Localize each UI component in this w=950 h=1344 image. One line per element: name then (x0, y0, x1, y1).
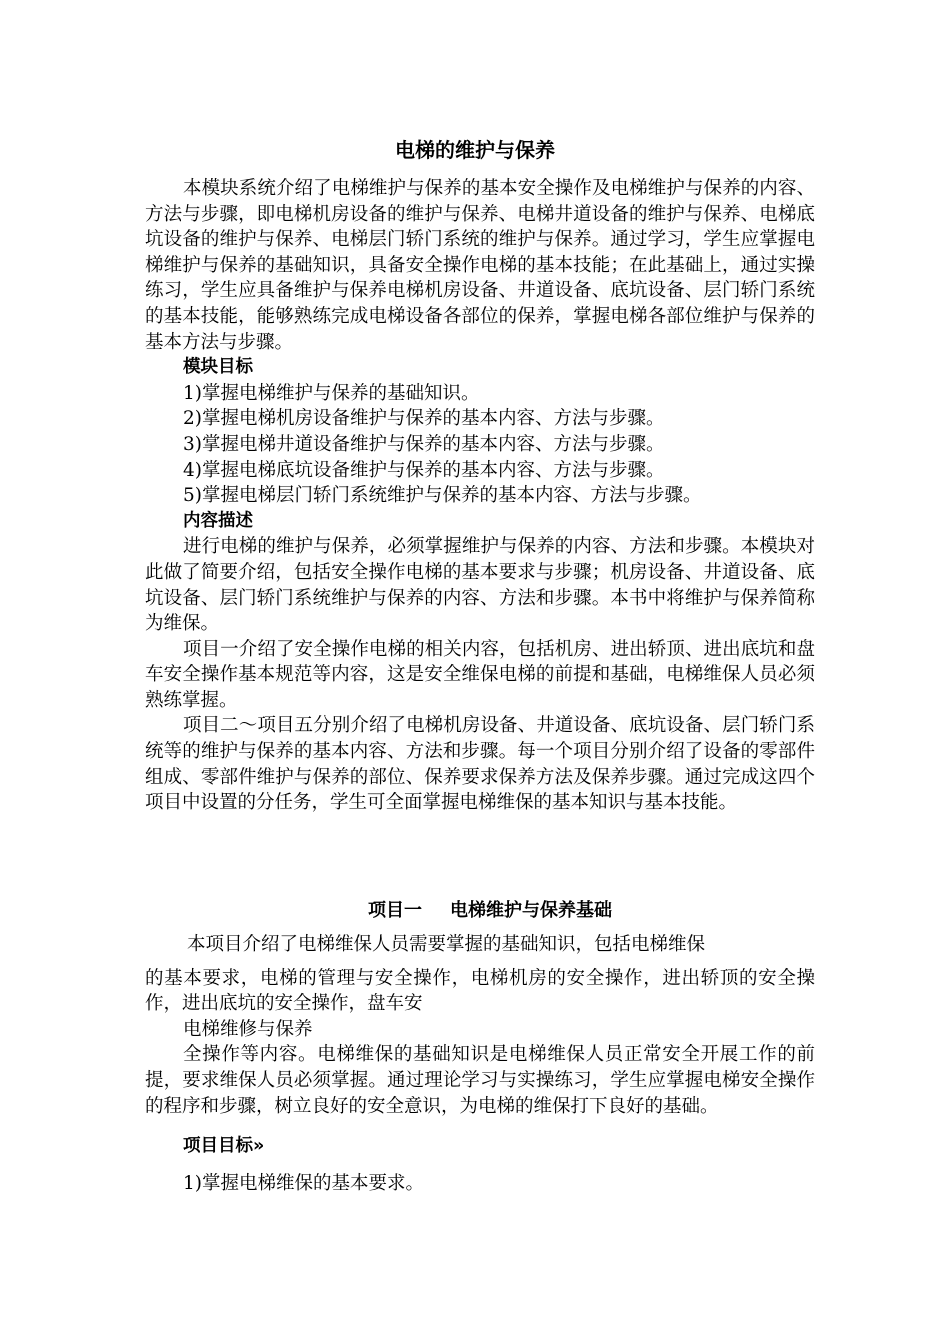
module-goal-item: 5)掌握电梯层门轿门系统维护与保养的基本内容、方法与步骤。 (183, 485, 702, 507)
content-desc-paragraph: 项目一介绍了安全操作电梯的相关内容，包括机房、进出轿顶、进出底坑和盘车安全操作基本规范等内容，这是安全维保电梯的前提和基础，电梯维保人员必须熟练掌握。 (145, 638, 815, 711)
module-goal-item: 4)掌握电梯底坑设备维护与保养的基本内容、方法与步骤。 (183, 459, 665, 481)
module-section (145, 176, 815, 816)
module-goals-heading: 模块目标 (183, 357, 253, 378)
project1-title (0, 898, 950, 924)
document-title: 电梯的维护与保养 (395, 138, 555, 162)
project1-para-cont: 全操作等内容。电梯维保的基础知识是电梯维保人员正常安全开展工作的前提，要求维保人员必须掌握。通过理论学习与实操练习，学生应掌握电梯安全操作的程序和步骤，树立良好的安全意识，为电梯的维保打下良好的基础。 (145, 1044, 815, 1117)
project-goal-item: 1)掌握电梯维保的基本要求。 (183, 1173, 424, 1195)
module-goal-item: 1)掌握电梯维护与保养的基础知识。 (183, 382, 480, 404)
project1-section (145, 932, 815, 1201)
running-head: 电梯维修与保养 (183, 1018, 313, 1040)
project1-para-rest: 的基本要求，电梯的管理与安全操作，电梯机房的安全操作，进出轿顶的安全操作，进出底坑的安全操作，盘车安 (145, 967, 815, 1015)
content-desc-paragraph: 项目二～项目五分别介绍了电梯机房设备、井道设备、底坑设备、层门轿门系统等的维护与保养的基本内容、方法和步骤。每一个项目分别介绍了设备的零部件组成、零部件维护与保养的部位、保养要求保养方法及保养步骤。通过完成这四个项目中设置的分任务，学生可全面掌握电梯维保的基本知识与基本技能。 (145, 715, 815, 814)
project1-title-text: 电梯维护与保养基础 (450, 900, 612, 921)
content-desc-heading: 内容描述 (183, 510, 253, 531)
intro-paragraph: 本模块系统介绍了电梯维护与保养的基本安全操作及电梯维护与保养的内容、方法与步骤，即电梯机房设备的维护与保养、电梯井道设备的维护与保养、电梯底坑设备的维护与保养、电梯层门轿门系统的维护与保养。通过学习，学生应掌握电梯维护与保养的基础知识，具备安全操作电梯的基本技能；在此基础上，通过实操练习，学生应具备维护与保养电梯机房设备、井道设备、底坑设备、层门轿门系统的基本技能，能够熟练完成电梯设备各部位的保养，掌握电梯各部位维护与保养的基本方法与步骤。 (145, 178, 815, 353)
module-goal-item: 3)掌握电梯井道设备维护与保养的基本内容、方法与步骤。 (183, 433, 665, 455)
project1-para-first-line: 本项目介绍了电梯维保人员需要掌握的基础知识，包括电梯维保 (187, 934, 706, 955)
project1-label: 项目一 (368, 900, 422, 921)
project-goals-heading: 项目目标» (183, 1136, 265, 1157)
content-desc-paragraph: 进行电梯的维护与保养，必须掌握维护与保养的内容、方法和步骤。本模块对此做了简要介绍，包括安全操作电梯的基本要求与步骤；机房设备、井道设备、底坑设备、层门轿门系统维护与保养的内容、方法和步骤。本书中将维护与保养简称为维保。 (145, 536, 815, 635)
module-goal-item: 2)掌握电梯机房设备维护与保养的基本内容、方法与步骤。 (183, 408, 665, 430)
